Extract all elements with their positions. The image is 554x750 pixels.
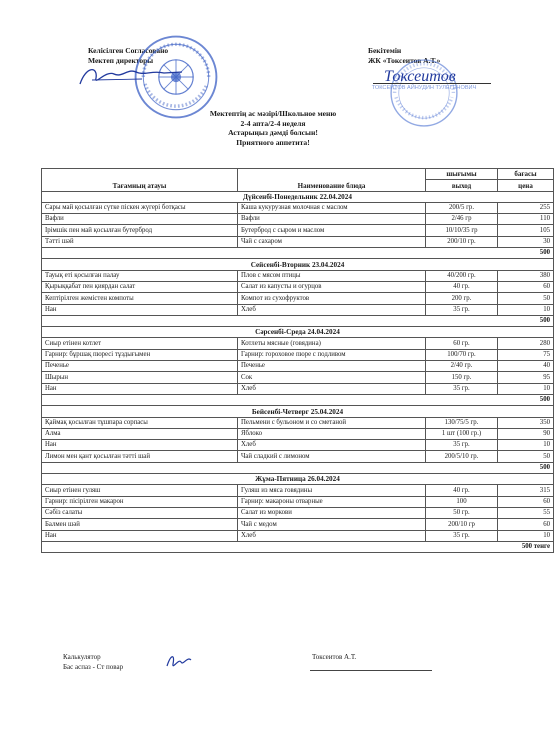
menu-title-line4: Приятного аппетита! — [236, 137, 310, 147]
menu-title-line3: Астарыңыз дәмді болсын! — [228, 128, 318, 138]
dish-name-kz: Вафли — [42, 214, 238, 225]
column-header-kz: Тағамның атауы — [42, 169, 238, 192]
dish-output: 40/200 гр. — [426, 270, 498, 281]
day-total-row — [42, 394, 554, 405]
dish-name-kz: Тауық еті қосылған палау — [42, 270, 238, 281]
dish-output: 35 гр. — [426, 304, 498, 315]
dish-output: 100 — [426, 496, 498, 507]
dish-name-kz: Печенье — [42, 361, 238, 372]
table-row — [42, 236, 554, 247]
dish-name-ru: Бутерброд с сыром и маслом — [238, 225, 426, 236]
dish-price: 10 — [498, 530, 554, 541]
dish-name-ru: Салат из моркови — [238, 507, 426, 518]
table-row — [42, 428, 554, 439]
dish-name-ru: Каша кукурузная молочная с маслом — [238, 202, 426, 213]
dish-price: 30 — [498, 236, 554, 247]
table-header-row — [42, 169, 554, 180]
dish-name-ru: Чай с медом — [238, 519, 426, 530]
table-row — [42, 485, 554, 496]
table-row — [42, 293, 554, 304]
day-header-row — [42, 327, 554, 338]
dish-name-ru: Хлеб — [238, 383, 426, 394]
dish-price: 280 — [498, 338, 554, 349]
dish-name-ru: Печенье — [238, 361, 426, 372]
dish-output: 1 шт (100 гр.) — [426, 428, 498, 439]
menu-title — [0, 109, 546, 147]
entrepreneur-signature — [370, 62, 488, 88]
table-row — [42, 383, 554, 394]
dish-name-kz: Сары май қосылған сүтке піскен жүгері ботқасы — [42, 202, 238, 213]
dish-output: 200 гр. — [426, 293, 498, 304]
day-total: 500 — [42, 315, 554, 326]
day-title: Сейсенбі-Вторник 23.04.2024 — [42, 259, 554, 270]
dish-name-kz: Гарнир: бұршақ пюресі тұздығымен — [42, 349, 238, 360]
table-row — [42, 202, 554, 213]
dish-output: 40 гр. — [426, 281, 498, 292]
table-row — [42, 349, 554, 360]
dish-name-ru: Хлеб — [238, 440, 426, 451]
chef-signature — [163, 650, 195, 672]
dish-name-ru: Чай сладкий с лимоном — [238, 451, 426, 462]
dish-name-ru: Чай с сахаром — [238, 236, 426, 247]
dish-price: 10 — [498, 304, 554, 315]
day-title: Жұма-Пятница 26.04.2024 — [42, 474, 554, 485]
dish-output: 200/10 гр. — [426, 236, 498, 247]
dish-name-kz: Шырын — [42, 372, 238, 383]
dish-output: 50 гр. — [426, 507, 498, 518]
dish-output: 150 гр. — [426, 372, 498, 383]
menu-title-line1: Мектептің ас мәзірі/Школьное меню — [209, 109, 337, 118]
day-header-row — [42, 474, 554, 485]
dish-name-ru: Гуляш из мяса говядины — [238, 485, 426, 496]
dish-name-kz: Балмен шәй — [42, 519, 238, 530]
approval-left-line1: Келісілген Согласовано — [88, 46, 169, 55]
day-total: 500 тенге — [42, 541, 554, 552]
signature-line-right — [373, 83, 491, 84]
dish-output: 200/5 гр. — [426, 202, 498, 213]
table-row — [42, 338, 554, 349]
footer-name: Токсеитов А.Т. — [312, 653, 357, 661]
table-row — [42, 372, 554, 383]
dish-name-kz: Сиыр етінен гуляш — [42, 485, 238, 496]
dish-name-ru: Яблоко — [238, 428, 426, 439]
column-header-price-kz: бағасы — [498, 169, 554, 180]
table-row — [42, 530, 554, 541]
table-row — [42, 270, 554, 281]
dish-price: 60 — [498, 519, 554, 530]
day-total: 500 — [42, 394, 554, 405]
menu-title-line2: 2-4 апта/2-4 неделя — [240, 118, 306, 128]
dish-output: 35 гр. — [426, 440, 498, 451]
dish-price: 10 — [498, 440, 554, 451]
dish-name-kz: Кептірілген жемістен компоты — [42, 293, 238, 304]
dish-name-ru: Салат из капусты и огурцов — [238, 281, 426, 292]
dish-price: 50 — [498, 451, 554, 462]
dish-name-kz: Нан — [42, 383, 238, 394]
dish-name-kz: Нан — [42, 304, 238, 315]
dish-price: 105 — [498, 225, 554, 236]
dish-name-kz: Алма — [42, 428, 238, 439]
dish-price: 110 — [498, 214, 554, 225]
signature-right-text: Токсеитов — [384, 68, 456, 85]
column-header-output-kz: шығымы — [426, 169, 498, 180]
dish-name-kz: Қырыққабат пен қиярдан салат — [42, 281, 238, 292]
dish-price: 55 — [498, 507, 554, 518]
dish-price: 95 — [498, 372, 554, 383]
menu-table — [41, 168, 554, 553]
day-title: Сәрсенбі-Среда 24.04.2024 — [42, 327, 554, 338]
dish-name-ru: Гарнир: макароны отварные — [238, 496, 426, 507]
dish-price: 315 — [498, 485, 554, 496]
dish-price: 380 — [498, 270, 554, 281]
day-header-row — [42, 406, 554, 417]
table-row — [42, 361, 554, 372]
dish-price: 90 — [498, 428, 554, 439]
approval-right-line2: ЖК «Токсеитов А.Т.» — [368, 56, 441, 65]
table-row — [42, 214, 554, 225]
dish-name-ru: Сок — [238, 372, 426, 383]
director-signature — [72, 60, 192, 90]
table-row — [42, 507, 554, 518]
table-row — [42, 304, 554, 315]
dish-name-ru: Хлеб — [238, 304, 426, 315]
dish-price: 75 — [498, 349, 554, 360]
dish-output: 200/5/10 гр. — [426, 451, 498, 462]
approval-right-line1: Бекітемін — [368, 46, 402, 55]
dish-name-ru: Компот из сухофруктов — [238, 293, 426, 304]
dish-output: 35 гр. — [426, 383, 498, 394]
table-row — [42, 225, 554, 236]
column-header-price-ru: цена — [498, 180, 554, 191]
dish-output: 60 гр. — [426, 338, 498, 349]
stamp-text: ТОКСЕИТОВ АЙНУДИН ТУЛЕГЕНОВИЧ — [371, 84, 477, 91]
day-total-row — [42, 315, 554, 326]
day-total-row — [42, 248, 554, 259]
day-total-row — [42, 462, 554, 473]
column-header-ru: Наименование блюда — [238, 169, 426, 192]
dish-name-ru: Вафли — [238, 214, 426, 225]
dish-price: 255 — [498, 202, 554, 213]
day-total: 500 — [42, 248, 554, 259]
dish-price: 350 — [498, 417, 554, 428]
dish-name-kz: Нан — [42, 530, 238, 541]
dish-output: 2/40 гр. — [426, 361, 498, 372]
table-row — [42, 519, 554, 530]
table-row — [42, 281, 554, 292]
approval-left-line2: Мектеп директоры — [88, 56, 154, 65]
dish-price: 40 — [498, 361, 554, 372]
dish-price: 60 — [498, 496, 554, 507]
day-total-row — [42, 541, 554, 552]
day-title: Дүйсенбі-Понедельник 22.04.2024 — [42, 191, 554, 202]
dish-name-ru: Хлеб — [238, 530, 426, 541]
day-title: Бейсенбі-Четверг 25.04.2024 — [42, 406, 554, 417]
dish-name-ru: Котлеты мясные (говядина) — [238, 338, 426, 349]
dish-output: 35 гр. — [426, 530, 498, 541]
dish-name-ru: Пельмени с бульоном и со сметаной — [238, 417, 426, 428]
dish-name-kz: Қаймақ қосылған тұшпара сорпасы — [42, 417, 238, 428]
dish-name-kz: Сиыр етінен котлет — [42, 338, 238, 349]
dish-output: 200/10 гр — [426, 519, 498, 530]
dish-output: 10/10/35 гр — [426, 225, 498, 236]
dish-name-ru: Плов с мясом птицы — [238, 270, 426, 281]
table-row — [42, 496, 554, 507]
dish-name-kz: Нан — [42, 440, 238, 451]
footer-role-chef: Бас аспаз - Ст повар — [63, 663, 124, 671]
dish-output: 130/75/5 гр. — [426, 417, 498, 428]
footer-role-calculator: Калькулятор — [63, 653, 101, 661]
day-header-row — [42, 259, 554, 270]
dish-output: 100/70 гр. — [426, 349, 498, 360]
table-row — [42, 451, 554, 462]
dish-name-kz: Тәтті шәй — [42, 236, 238, 247]
dish-name-kz: Гарнир: пісірілген макарон — [42, 496, 238, 507]
table-row — [42, 417, 554, 428]
dish-output: 40 гр. — [426, 485, 498, 496]
footer-signature-line — [310, 670, 432, 671]
dish-name-kz: Лимон мен қант қосылған тәтті шай — [42, 451, 238, 462]
dish-name-ru: Гарнир: гороховое пюре с подливом — [238, 349, 426, 360]
dish-price: 50 — [498, 293, 554, 304]
column-header-output-ru: выход — [426, 180, 498, 191]
dish-price: 60 — [498, 281, 554, 292]
dish-name-kz: Сәбіз салаты — [42, 507, 238, 518]
dish-price: 10 — [498, 383, 554, 394]
day-total: 500 — [42, 462, 554, 473]
table-row — [42, 440, 554, 451]
day-header-row — [42, 191, 554, 202]
dish-output: 2/46 гр — [426, 214, 498, 225]
dish-name-kz: Ірімшік пен май қосылған бутерброд — [42, 225, 238, 236]
